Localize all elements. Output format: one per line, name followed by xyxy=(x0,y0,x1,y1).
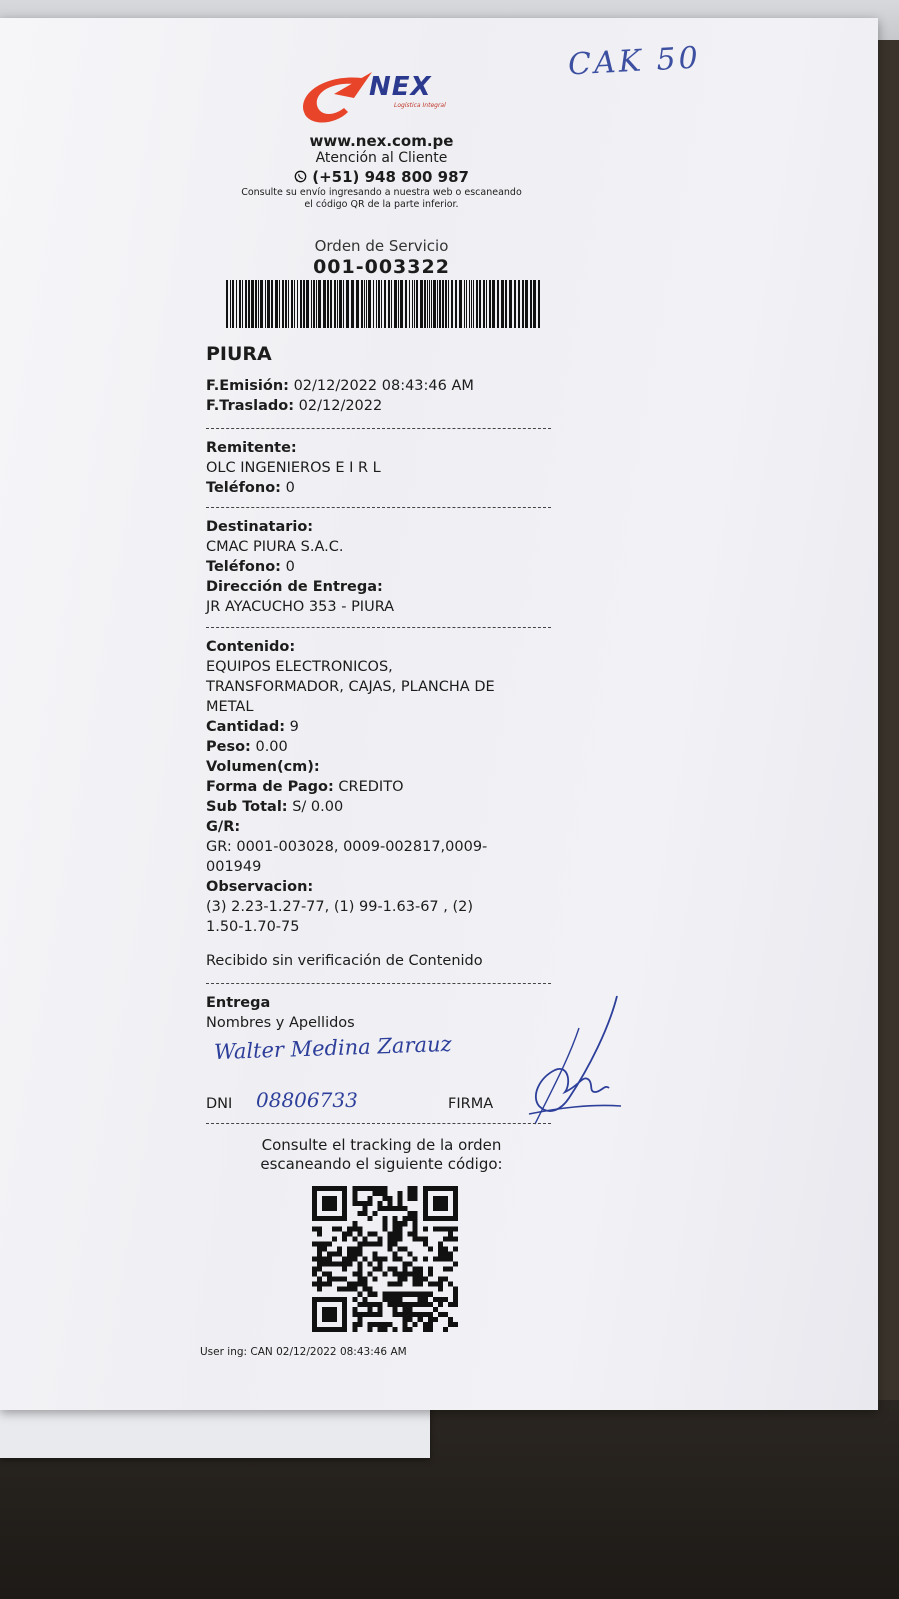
transfer-date: F.Traslado: 02/12/2022 xyxy=(206,398,383,414)
tracking-note: Consulte el tracking de la orden escaneando el siguiente código: xyxy=(260,1136,503,1173)
divider xyxy=(206,428,551,429)
receipt-sheet xyxy=(0,18,878,1410)
content-section: Contenido: EQUIPOS ELECTRONICOS, TRANSFORMADOR, CAJAS, PLANCHA DE METAL Cantidad: 9 Peso: 0.00 Volumen(cm): Forma de Pago: CREDITO Sub Total: S/ 0.00 G/R: GR: 0001-003028, 0009-002817,0009- 001949 Observacion: (3) 2.23-1.27-77, (1) 99-1.63-67 , (2) 1.50-1.70-75 Recibido sin verificación de Contenido xyxy=(206,637,556,971)
recipient-section: Destinatario: CMAC PIURA S.A.C. Teléfono: 0 Dirección de Entrega: JR AYACUCHO 353 - PIURA xyxy=(206,517,556,617)
destination-city: PIURA xyxy=(206,343,272,365)
brand-subtitle: Logística Integral xyxy=(394,102,446,109)
dni-label: DNI xyxy=(206,1096,233,1112)
sender-name: OLC INGENIEROS E I R L xyxy=(206,460,381,476)
delivery-section: Entrega Nombres y Apellidos xyxy=(206,995,355,1031)
divider xyxy=(206,1123,551,1124)
received-note: Recibido sin verificación de Contenido xyxy=(206,953,483,969)
sender-section: Remitente: OLC INGENIEROS E I R L Teléfono: 0 xyxy=(206,438,556,498)
customer-phone xyxy=(204,168,559,186)
consult-line-2: el código QR de la parte inferior. xyxy=(304,199,459,210)
consult-note xyxy=(194,187,569,211)
delivery-address: JR AYACUCHO 353 - PIURA xyxy=(206,599,395,615)
handwritten-annotation: CAK 50 xyxy=(567,40,702,83)
recipient-name: CMAC PIURA S.A.C. xyxy=(206,539,344,555)
handwritten-name: Walter Medina Zarauz xyxy=(213,1031,453,1065)
consult-line-1: Consulte su envío ingresando a nuestra web o escaneando xyxy=(241,187,522,198)
divider xyxy=(206,627,551,628)
brand-name: NEX xyxy=(369,72,432,102)
attention-label: Atención al Cliente xyxy=(315,150,448,166)
website: www.nex.com.pe xyxy=(309,132,454,150)
divider xyxy=(206,507,551,508)
emission-date: F.Emisión: 02/12/2022 08:43:46 AM xyxy=(206,378,474,394)
divider xyxy=(206,983,551,984)
barcode-icon xyxy=(226,280,541,328)
qr-code-icon xyxy=(312,1186,458,1332)
firma-label: FIRMA xyxy=(448,1096,494,1112)
handwritten-dni: 08806733 xyxy=(256,1088,358,1112)
whatsapp-icon xyxy=(294,168,312,186)
nex-logo-icon xyxy=(294,64,474,134)
order-label: Orden de Servicio xyxy=(314,237,449,255)
user-line: User ing: CAN 02/12/2022 08:43:46 AM xyxy=(200,1346,407,1358)
signature-icon xyxy=(509,988,629,1128)
order-number: 001-003322 xyxy=(313,256,450,278)
phone-number: (+51) 948 800 987 xyxy=(312,168,469,186)
